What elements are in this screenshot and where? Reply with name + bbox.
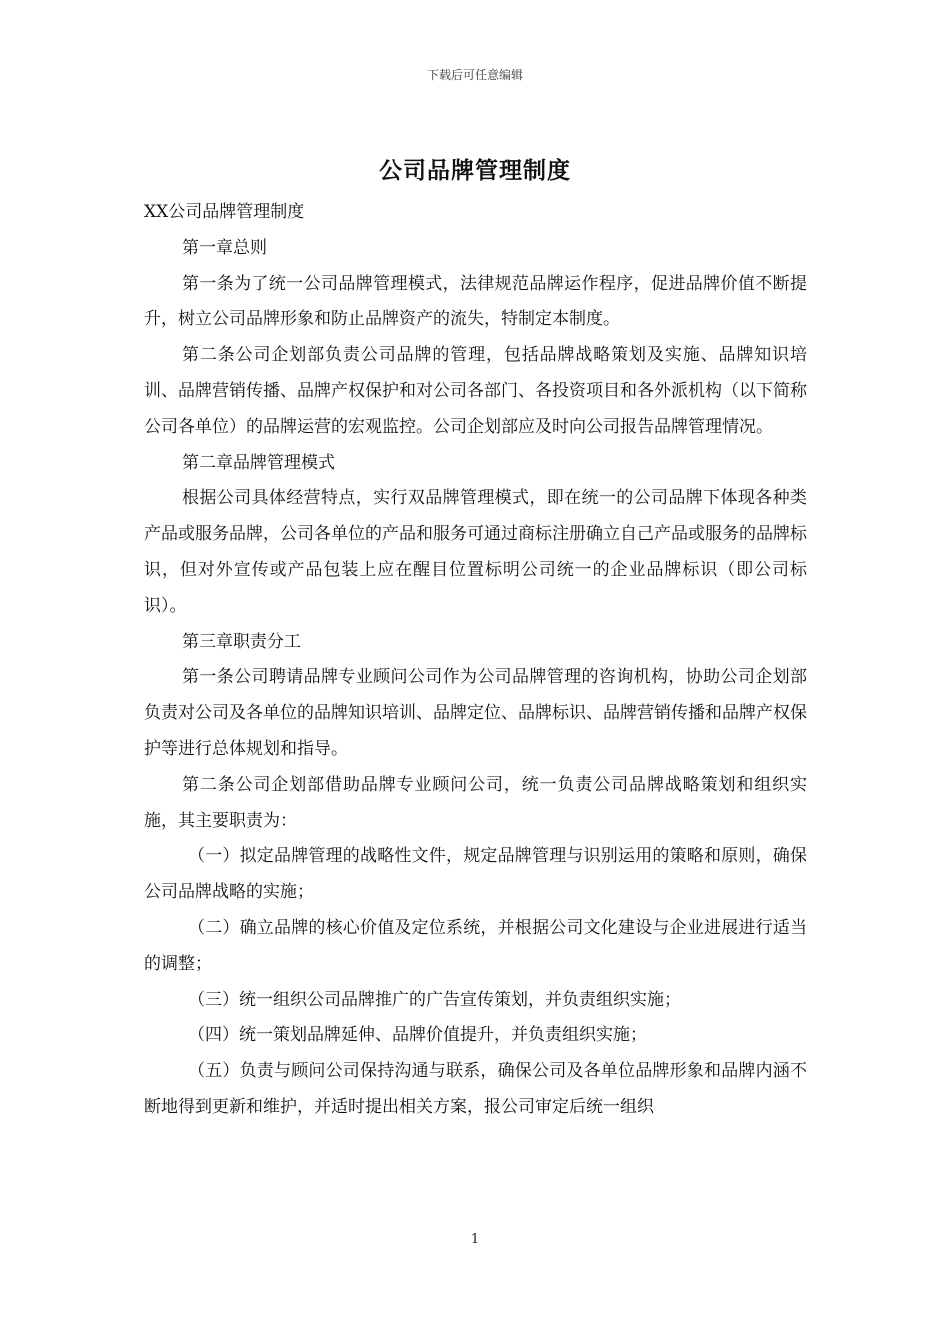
header-note: 下载后可任意编辑 (426, 68, 523, 82)
article-paragraph: 第一条公司聘请品牌专业顾问公司作为公司品牌管理的咨询机构，协助公司企划部负责对公司及各单位的品牌知识培训、品牌定位、品牌标识、品牌营销传播和品牌产权保护等进行总体规划和指导。 (144, 667, 807, 759)
page-number: 1 (470, 1232, 480, 1247)
list-item: （三）统一组织公司品牌推广的广告宣传策划，并负责组织实施； (188, 989, 681, 1010)
list-item: （一）拟定品牌管理的战略性文件，规定品牌管理与识别运用的策略和原则，确保公司品牌战略的实施； (144, 846, 807, 903)
body-paragraph: 根据公司具体经营特点，实行双品牌管理模式，即在统一的公司品牌下体现各种类产品或服务品牌，公司各单位的产品和服务可通过商标注册确立自己产品或服务的品牌标识，但对外宣传或产品包装上应在醒目位置标明公司统一的企业品牌标识（即公司标识）。 (144, 488, 807, 616)
article-paragraph: 第二条公司企划部负责公司品牌的管理，包括品牌战略策划及实施、品牌知识培训、品牌营销传播、品牌产权保护和对公司各部门、各投资项目和各外派机构（以下简称公司各单位）的品牌运营的宏观监控。公司企划部应及时向公司报告品牌管理情况。 (144, 345, 807, 437)
list-item: （四）统一策划品牌延伸、品牌价值提升，并负责组织实施； (188, 1025, 647, 1046)
chapter-heading-1: 第一章总则 (182, 237, 267, 258)
document-title: 公司品牌管理制度 (379, 158, 571, 184)
article-paragraph: 第二条公司企划部借助品牌专业顾问公司，统一负责公司品牌战略策划和组织实施，其主要职责为： (144, 774, 807, 831)
chapter-heading-3: 第三章职责分工 (182, 631, 301, 652)
list-item: （五）负责与顾问公司保持沟通与联系，确保公司及各单位品牌形象和品牌内涵不断地得到更新和维护，并适时提出相关方案，报公司审定后统一组织 (144, 1061, 807, 1117)
article-paragraph: 第一条为了统一公司品牌管理模式，法律规范品牌运作程序，促进品牌价值不断提升，树立公司品牌形象和防止品牌资产的流失，特制定本制度。 (144, 273, 807, 330)
chapter-heading-2: 第二章品牌管理模式 (182, 452, 335, 473)
subtitle-line: XX公司品牌管理制度 (144, 202, 305, 222)
list-item: （二）确立品牌的核心价值及定位系统，并根据公司文化建设与企业进展进行适当的调整； (144, 917, 807, 974)
document-body (144, 195, 807, 1126)
